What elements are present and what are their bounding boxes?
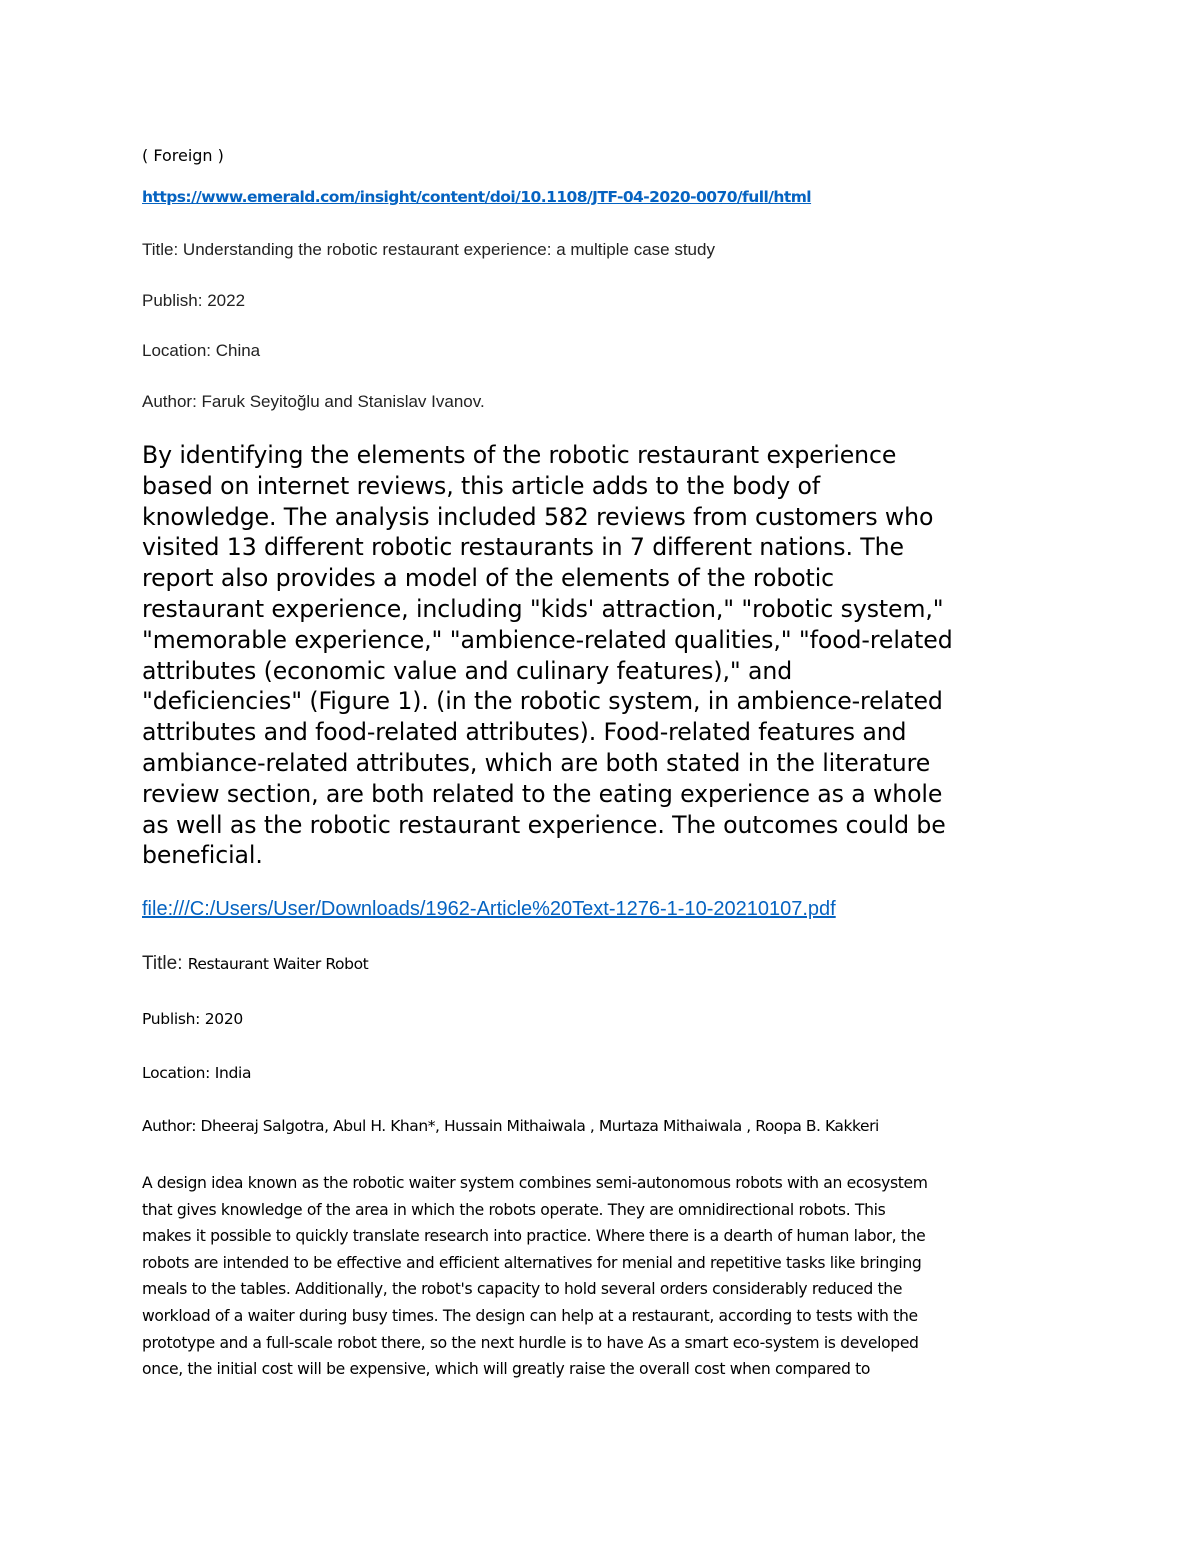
abstract-line: restaurant experience, including "kids' attraction," "robotic system,"	[142, 594, 944, 623]
entry1-abstract	[142, 440, 1072, 871]
entry1-author: Author: Faruk Seyitoğlu and Stanislav Ivanov.	[142, 392, 485, 411]
abstract-line: report also provides a model of the elements of the robotic	[142, 564, 835, 593]
abstract-line: ambiance-related attributes, which are both stated in the literature	[142, 748, 931, 777]
entry2-body	[142, 1170, 1072, 1383]
entry2-location: Location: India	[142, 1064, 252, 1082]
abstract-line: based on internet reviews, this article adds to the body of	[142, 471, 821, 500]
article-link-1[interactable]: https://www.emerald.com/insight/content/doi/10.1108/JTF-04-2020-0070/full/html	[142, 188, 812, 206]
entry2-title-label: Title:	[142, 953, 188, 974]
abstract-line: knowledge. The analysis included 582 reviews from customers who	[142, 502, 934, 531]
abstract-line: "deficiencies" (Figure 1). (in the robotic system, in ambience-related	[142, 687, 943, 716]
abstract-line: attributes and food-related attributes). Food-related features and	[142, 718, 907, 747]
entry2-title-value: Restaurant Waiter Robot	[187, 955, 369, 973]
abstract-line: attributes (economic value and culinary features)," and	[142, 656, 793, 685]
abstract-line: beneficial.	[142, 841, 263, 870]
body-line: workload of a waiter during busy times. The design can help at a restaurant, according to tests with the	[142, 1306, 918, 1325]
body-line: meals to the tables. Additionally, the robot's capacity to hold several orders considerably reduced the	[142, 1280, 903, 1299]
body-line: prototype and a full-scale robot there, so the next hurdle is to have As a smart eco-system is developed	[142, 1333, 919, 1352]
category-label: ( Foreign )	[142, 146, 224, 165]
body-line: robots are intended to be effective and efficient alternatives for menial and repetitive tasks like bringing	[142, 1253, 922, 1272]
body-line: A design idea known as the robotic waiter system combines semi-autonomous robots with an ecosystem	[142, 1174, 928, 1192]
entry1-publish: Publish: 2022	[142, 291, 246, 310]
entry2-title	[142, 953, 368, 975]
entry1-location: Location: China	[142, 341, 261, 360]
abstract-line: as well as the robotic restaurant experience. The outcomes could be	[142, 810, 946, 839]
abstract-line: visited 13 different robotic restaurants in 7 different nations. The	[142, 533, 904, 562]
abstract-line: By identifying the elements of the robotic restaurant experience	[142, 441, 897, 469]
entry2-publish: Publish: 2020	[142, 1010, 243, 1028]
body-line: that gives knowledge of the area in which the robots operate. They are omnidirectional robots. This	[142, 1200, 886, 1219]
abstract-line: "memorable experience," "ambience-related qualities," "food-related	[142, 625, 953, 654]
article-link-2[interactable]: file:///C:/Users/User/Downloads/1962-Article%20Text-1276-1-10-20210107.pdf	[142, 898, 836, 920]
body-line: makes it possible to quickly translate research into practice. Where there is a dearth of human labor, the	[142, 1227, 926, 1246]
abstract-line: review section, are both related to the eating experience as a whole	[142, 779, 943, 808]
entry1-title: Title: Understanding the robotic restaurant experience: a multiple case study	[142, 240, 715, 259]
entry2-author: Author: Dheeraj Salgotra, Abul H. Khan*, Hussain Mithaiwala , Murtaza Mithaiwala , Roopa B. Kakkeri	[142, 1117, 879, 1135]
body-line: once, the initial cost will be expensive, which will greatly raise the overall cost when compared to	[142, 1360, 871, 1379]
